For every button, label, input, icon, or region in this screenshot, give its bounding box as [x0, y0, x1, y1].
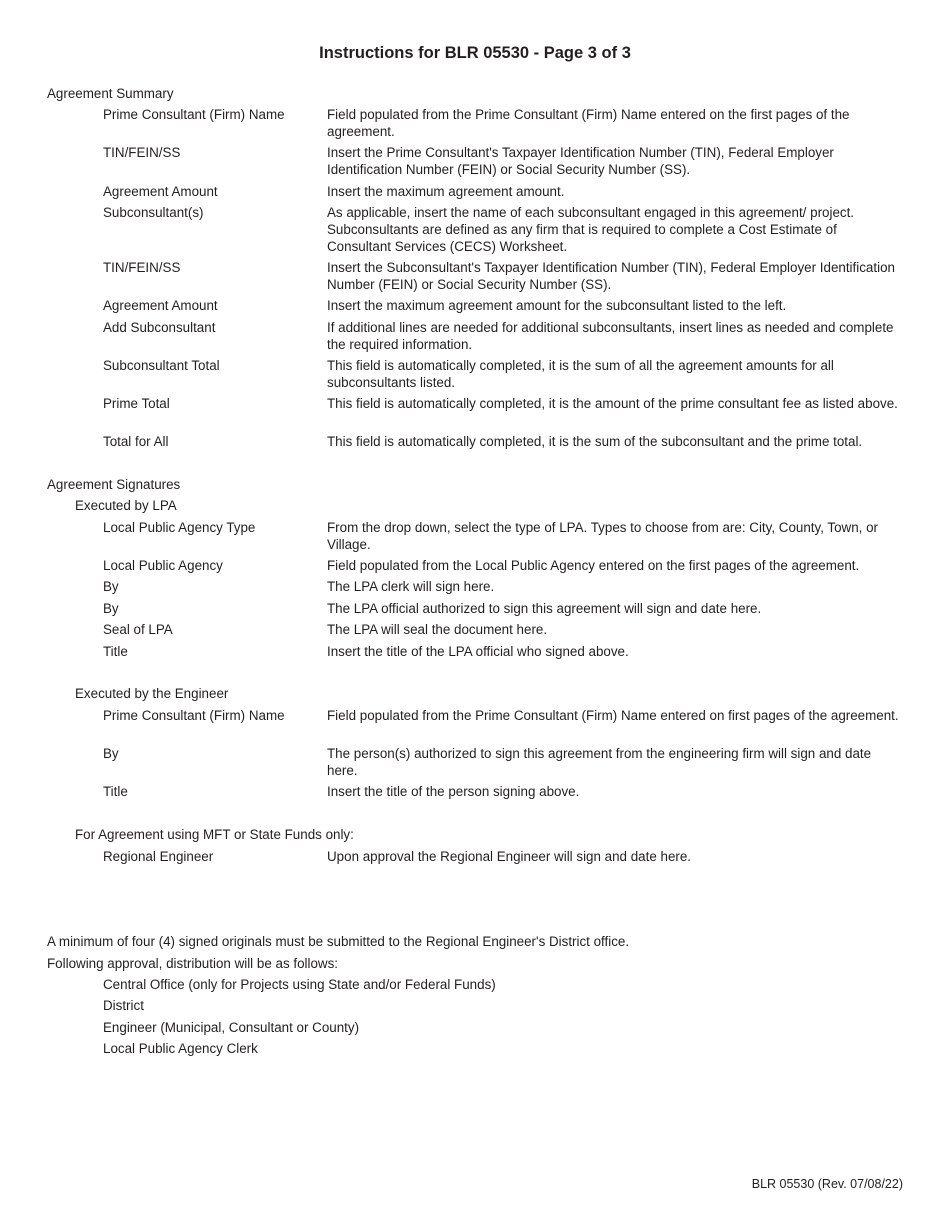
summary-term: Total for All — [103, 434, 169, 449]
lpa-desc: The LPA official authorized to sign this agreement will sign and date here. — [327, 601, 762, 616]
distribution-minimum-note: A minimum of four (4) signed originals must be submitted to the Regional Engineer's District office. — [47, 934, 630, 949]
lpa-term: Seal of LPA — [103, 622, 173, 637]
summary-desc: Insert the maximum agreement amount for the subconsultant listed to the left. — [327, 298, 787, 313]
page-title: Instructions for BLR 05530 - Page 3 of 3 — [319, 44, 631, 62]
section-heading-agreement-summary: Agreement Summary — [47, 86, 174, 101]
engineer-desc: The person(s) authorized to sign this agreement from the engineering firm will sign and date here. — [327, 746, 872, 778]
summary-desc: As applicable, insert the name of each subconsultant engaged in this agreement/ project. Subconsultants are defined as any firm that is required to complete a Cost Estimate of Consultant Services (CECS) Worksheet. — [327, 205, 855, 254]
lpa-term: Local Public Agency — [103, 558, 223, 573]
summary-term: Subconsultant Total — [103, 358, 220, 373]
section-heading-agreement-signatures: Agreement Signatures — [47, 477, 181, 492]
summary-desc: Insert the maximum agreement amount. — [327, 184, 565, 199]
subheading-mft-state-funds: For Agreement using MFT or State Funds only: — [75, 827, 354, 842]
summary-desc: If additional lines are needed for additional subconsultants, insert lines as needed and complete the required information. — [327, 320, 894, 352]
engineer-desc: Field populated from the Prime Consultant (Firm) Name entered on first pages of the agreement. — [327, 708, 899, 723]
engineer-term: Prime Consultant (Firm) Name — [103, 708, 285, 723]
summary-desc: This field is automatically completed, it is the sum of all the agreement amounts for all subconsultants listed. — [327, 358, 834, 390]
lpa-term: Title — [103, 644, 128, 659]
distribution-item: District — [103, 998, 144, 1013]
lpa-desc: From the drop down, select the type of LPA. Types to choose from are: City, County, Town, or Village. — [327, 520, 879, 552]
subheading-executed-by-engineer: Executed by the Engineer — [75, 686, 229, 701]
lpa-desc: Insert the title of the LPA official who signed above. — [327, 644, 629, 659]
lpa-term: Local Public Agency Type — [103, 520, 256, 535]
summary-term: Agreement Amount — [103, 184, 218, 199]
mft-term: Regional Engineer — [103, 849, 214, 864]
summary-desc: This field is automatically completed, it is the amount of the prime consultant fee as listed above. — [327, 396, 898, 411]
lpa-term: By — [103, 579, 119, 594]
engineer-term: By — [103, 746, 119, 761]
lpa-desc: Field populated from the Local Public Agency entered on the first pages of the agreement. — [327, 558, 860, 573]
distribution-item: Central Office (only for Projects using State and/or Federal Funds) — [103, 977, 496, 992]
summary-term: Add Subconsultant — [103, 320, 216, 335]
form-revision-footer: BLR 05530 (Rev. 07/08/22) — [751, 1177, 903, 1191]
mft-desc: Upon approval the Regional Engineer will sign and date here. — [327, 849, 692, 864]
summary-desc: Insert the Prime Consultant's Taxpayer Identification Number (TIN), Federal Employer Identification Number (FEIN) or Social Security Number (SS). — [327, 145, 834, 177]
distribution-intro: Following approval, distribution will be as follows: — [47, 956, 339, 971]
summary-term: Agreement Amount — [103, 298, 218, 313]
engineer-term: Title — [103, 784, 128, 799]
summary-desc: Insert the Subconsultant's Taxpayer Identification Number (TIN), Federal Employer Identification Number (FEIN) or Social Security Number (SS). — [327, 260, 895, 292]
distribution-item: Local Public Agency Clerk — [103, 1041, 258, 1056]
distribution-item: Engineer (Municipal, Consultant or County) — [103, 1020, 360, 1035]
lpa-desc: The LPA clerk will sign here. — [327, 579, 495, 594]
summary-term: TIN/FEIN/SS — [103, 145, 181, 160]
summary-term: Prime Consultant (Firm) Name — [103, 107, 285, 122]
lpa-desc: The LPA will seal the document here. — [327, 622, 548, 637]
summary-term: Subconsultant(s) — [103, 205, 204, 220]
summary-term: TIN/FEIN/SS — [103, 260, 181, 275]
summary-term: Prime Total — [103, 396, 170, 411]
summary-desc: Field populated from the Prime Consultant (Firm) Name entered on the first pages of the agreement. — [327, 107, 850, 139]
lpa-term: By — [103, 601, 119, 616]
engineer-desc: Insert the title of the person signing above. — [327, 784, 580, 799]
summary-desc: This field is automatically completed, it is the sum of the subconsultant and the prime total. — [327, 434, 863, 449]
subheading-executed-by-lpa: Executed by LPA — [75, 498, 177, 513]
